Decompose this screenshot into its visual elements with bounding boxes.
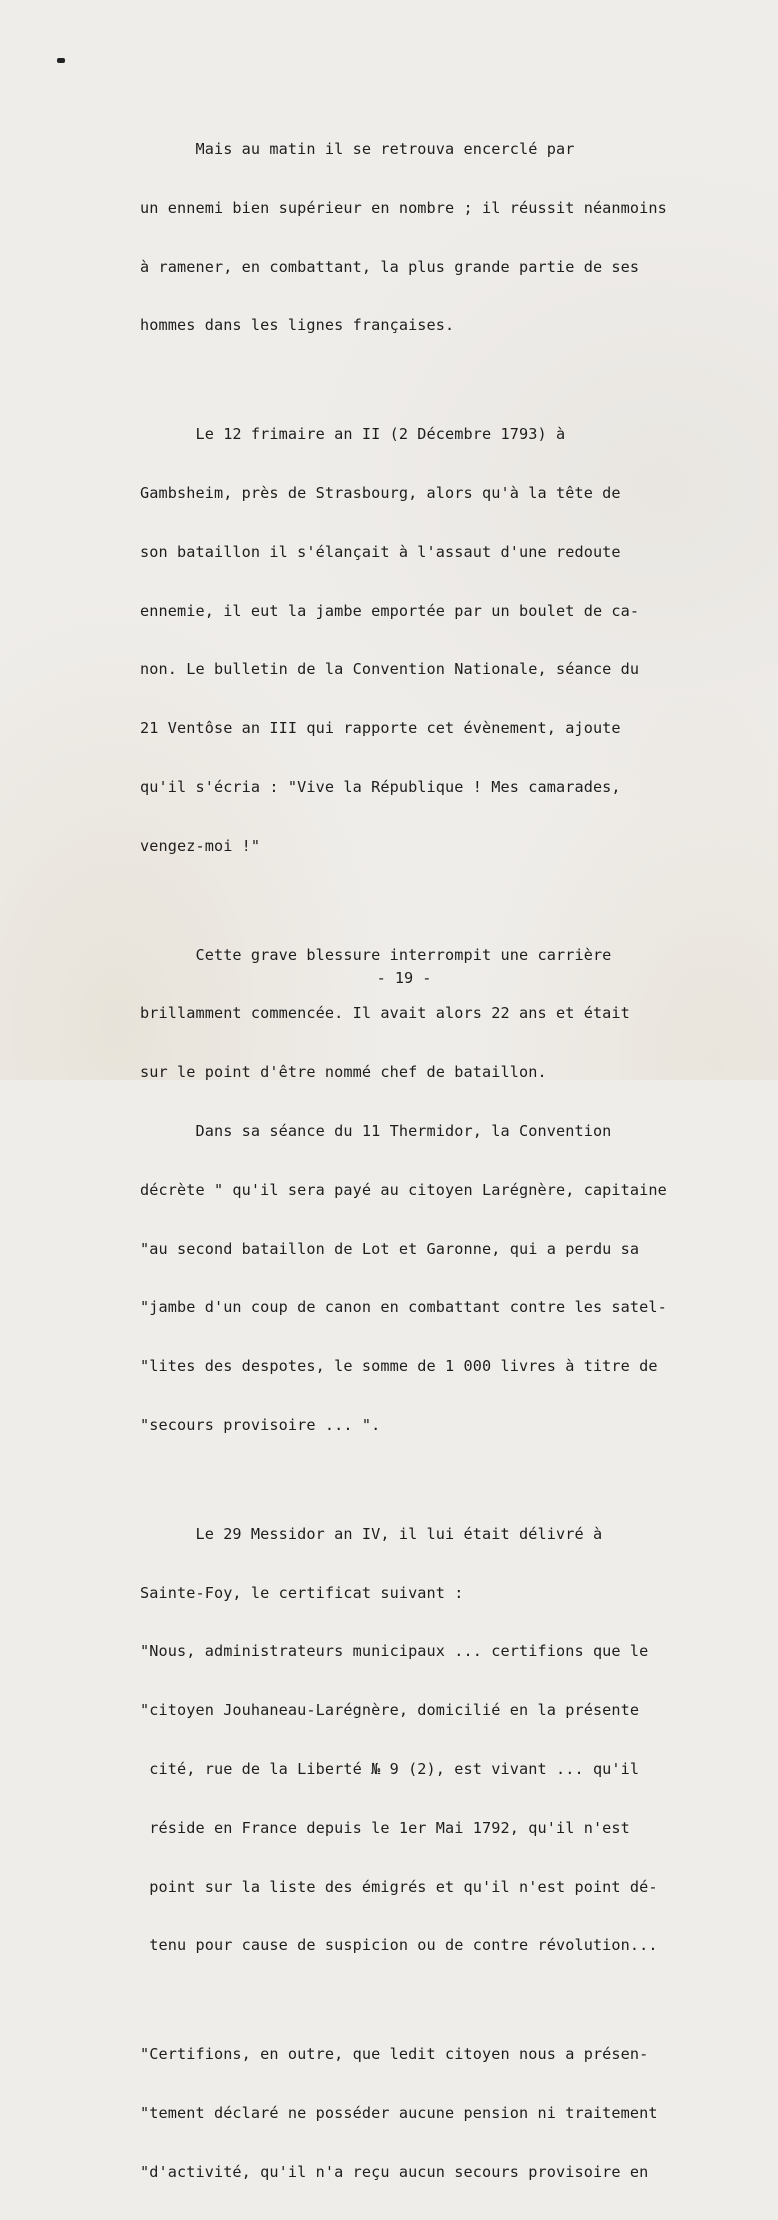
text-line: "jambe d'un coup de canon en combattant contre les satel- — [140, 1298, 667, 1317]
text-line: Le 29 Messidor an IV, il lui était délivré à — [140, 1524, 603, 1543]
paragraph-4 — [140, 1487, 720, 1993]
text-line: ennemie, il eut la jambe emportée par un boulet de ca- — [140, 601, 640, 620]
text-line: qu'il s'écria : "Vive la République ! Mes camarades, — [140, 777, 621, 796]
text-line: "lites des despotes, le somme de 1 000 livres à titre de — [140, 1357, 658, 1376]
paragraph-1 — [140, 102, 720, 373]
text-line: "citoyen Jouhaneau-Larégnère, domicilié en la présente — [140, 1701, 640, 1720]
text-line: 21 Ventôse an III qui rapporte cet évènement, ajoute — [140, 719, 621, 738]
text-line: point sur la liste des émigrés et qu'il n'est point dé- — [140, 1877, 658, 1896]
text-line: hommes dans les lignes françaises. — [140, 316, 455, 335]
text-line: un ennemi bien supérieur en nombre ; il réussit néanmoins — [140, 198, 667, 217]
text-line: réside en France depuis le 1er Mai 1792, qu'il n'est — [140, 1818, 630, 1837]
text-line: décrète " qu'il sera payé au citoyen Larégnère, capitaine — [140, 1180, 667, 1199]
text-line: non. Le bulletin de la Convention Nationale, séance du — [140, 660, 640, 679]
text-line: Gambsheim, près de Strasbourg, alors qu'à la tête de — [140, 483, 621, 502]
paragraph-5 — [140, 2007, 720, 2219]
text-line: tenu pour cause de suspicion ou de contre révolution... — [140, 1936, 658, 1955]
body-text — [140, 102, 720, 2220]
text-line: vengez-moi !" — [140, 836, 261, 855]
text-line: sur le point d'être nommé chef de bataillon. — [140, 1063, 547, 1082]
text-line: "secours provisoire ... ". — [140, 1415, 381, 1434]
text-line: à ramener, en combattant, la plus grande partie de ses — [140, 257, 640, 276]
text-line: Cette grave blessure interrompit une carrière — [140, 945, 612, 964]
paragraph-3 — [140, 908, 720, 1473]
text-line: Dans sa séance du 11 Thermidor, la Convention — [140, 1121, 612, 1140]
text-line: Le 12 frimaire an II (2 Décembre 1793) à — [140, 425, 566, 444]
paragraph-2 — [140, 387, 720, 893]
text-line: "tement déclaré ne posséder aucune pension ni traitement — [140, 2103, 658, 2122]
text-line: "au second bataillon de Lot et Garonne, qui a perdu sa — [140, 1239, 640, 1258]
text-line: brillamment commencée. Il avait alors 22 ans et était — [140, 1004, 630, 1023]
text-line: "Nous, administrateurs municipaux ... certifions que le — [140, 1642, 649, 1661]
text-line: "Certifions, en outre, que ledit citoyen nous a présen- — [140, 2045, 649, 2064]
text-line: cité, rue de la Liberté № 9 (2), est vivant ... qu'il — [140, 1759, 640, 1778]
text-line: Mais au matin il se retrouva encerclé par — [140, 140, 575, 158]
text-line: "d'activité, qu'il n'a reçu aucun secours provisoire en — [140, 2162, 649, 2181]
ink-mark — [57, 58, 65, 63]
text-line: son bataillon il s'élançait à l'assaut d'une redoute — [140, 542, 621, 561]
page-number: - 19 - — [376, 969, 432, 987]
text-line: Sainte-Foy, le certificat suivant : — [140, 1583, 464, 1602]
